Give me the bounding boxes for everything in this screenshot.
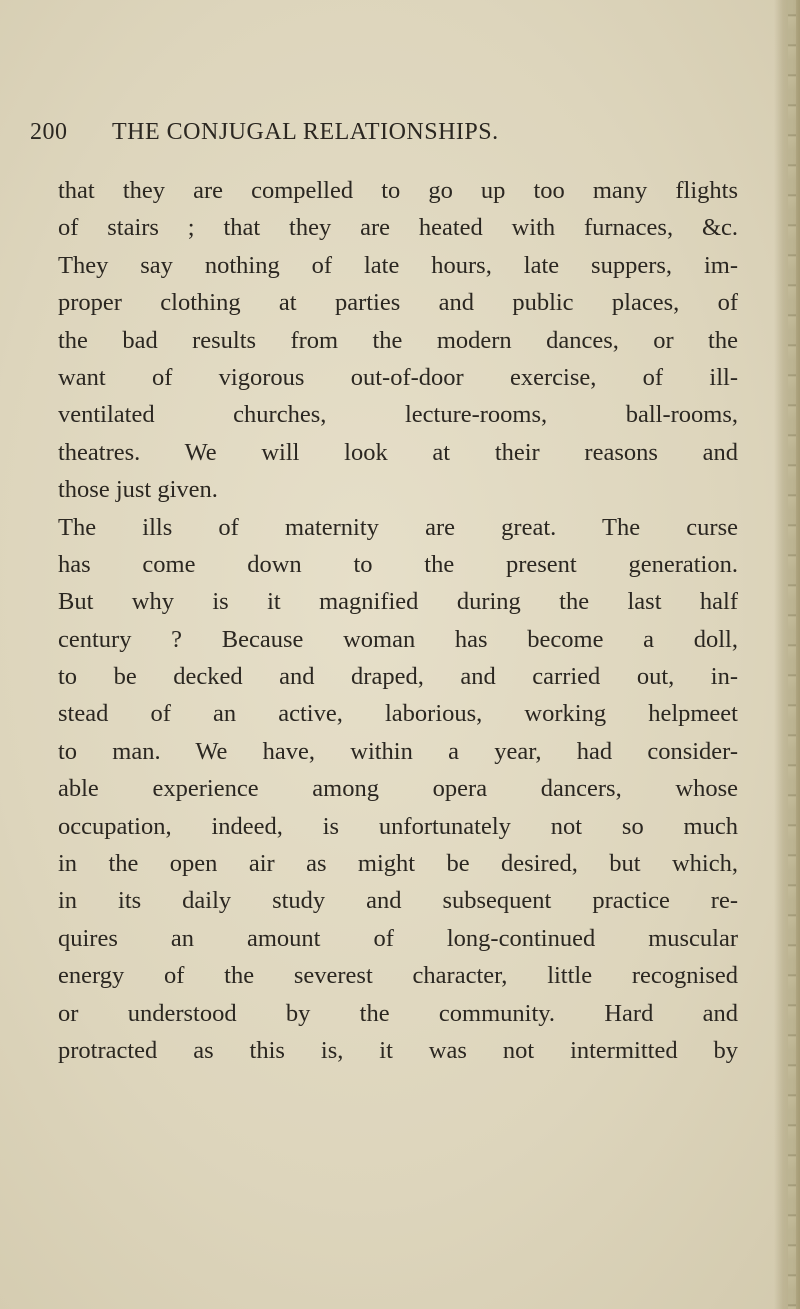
text-line: protracted as this is, it was not intermitted by [58,1036,738,1064]
text-line: stead of an active, laborious, working helpmeet [58,700,738,728]
text-line: energy of the severest character, little recognised [58,962,738,990]
text-line: century ? Because woman has become a doll, [58,625,738,653]
text-line: ventilated churches, lecture-rooms, ball-rooms, [58,401,738,429]
page-number: 200 [30,119,68,145]
text-line: in the open air as might be desired, but which, [58,850,738,878]
text-line: proper clothing at parties and public places, of [58,289,738,317]
text-line: to be decked and draped, and carried out, in- [58,663,738,691]
text-line: occupation, indeed, is unfortunately not so much [58,812,738,840]
text-line: The ills of maternity are great. The curse [58,513,738,541]
body-text [58,172,738,1069]
page-edge-shadow [774,0,800,1309]
text-line: theatres. We will look at their reasons and [58,438,738,466]
text-line: or understood by the community. Hard and [58,999,738,1027]
text-line: has come down to the present generation. [58,550,738,578]
text-line: want of vigorous out-of-door exercise, of ill- [58,363,738,391]
text-line: of stairs ; that they are heated with furnaces, &c. [58,214,738,242]
text-line: those just given. [58,476,218,504]
text-line: But why is it magnified during the last half [58,588,738,616]
text-line: They say nothing of late hours, late suppers, im- [58,251,738,279]
text-line: the bad results from the modern dances, or the [58,326,738,354]
text-line: able experience among opera dancers, whose [58,775,738,803]
text-line: that they are compelled to go up too many flights [58,177,738,204]
text-line: in its daily study and subsequent practice re- [58,887,738,915]
text-line: quires an amount of long-continued muscular [58,924,738,952]
running-head [30,119,730,153]
text-line: to man. We have, within a year, had consider- [58,737,738,765]
running-title: THE CONJUGAL RELATIONSHIPS. [112,119,499,145]
page-edge-texture [788,0,796,1309]
